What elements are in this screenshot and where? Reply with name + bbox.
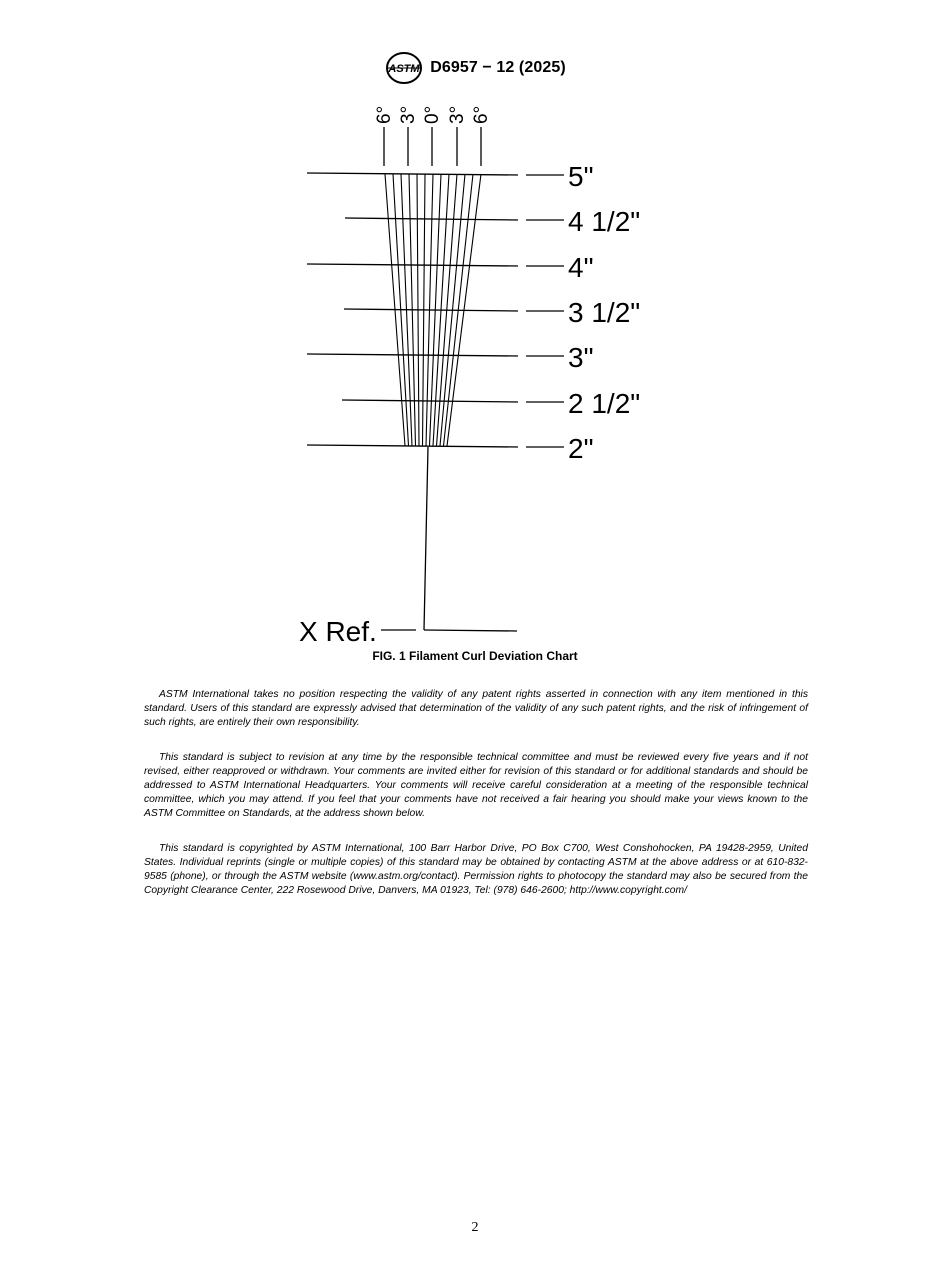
height-label-2-5: 2 1/2" <box>568 388 641 419</box>
grid-line-2-5 <box>342 400 518 402</box>
angle-label-0: 0° <box>422 105 443 124</box>
astm-logo-text: ASTM <box>388 63 420 75</box>
angle-label-6-right: 6° <box>471 105 492 124</box>
standard-designation: D6957 − 12 (2025) <box>430 59 566 76</box>
patent-notice: ASTM International takes no position respecting the validity of any patent rights asserted in connection with any item mentioned in this standard. Users of this standard are expressly advised that determination of the validity of any such patent rights, and the risk of infringement of such rights, are entirely their own responsibility. <box>144 689 808 728</box>
height-label-4-5: 4 1/2" <box>568 206 641 237</box>
height-label-4: 4" <box>568 252 594 283</box>
height-label-3-5: 3 1/2" <box>568 297 641 328</box>
grid-line-5 <box>307 173 518 175</box>
angle-label-3-right: 3° <box>447 105 468 124</box>
grid-line-4 <box>307 264 518 266</box>
grid-line-3 <box>307 354 518 356</box>
standard-notes <box>144 688 808 920</box>
angle-label-3-left: 3° <box>398 105 419 124</box>
copyright-notice: This standard is copyrighted by ASTM International, 100 Barr Harbor Drive, PO Box C700, West Conshohocken, PA 19428-2959, United States. Individual reprints (single or multiple copies) of this standard may be obtained by contacting ASTM at the above address or at 610-832-9585 (phone), or through the ASTM website (www.astm.org/contact). Permission rights to photocopy the standard may also be secured from the Copyright Clearance Center, 222 Rosewood Drive, Danvers, MA 01923, Tel: (978) 646-2600; http://www.copyright.com/ <box>144 843 808 896</box>
revision-notice: This standard is subject to revision at any time by the responsible technical committee and must be reviewed every five years and if not revised, either reapproved or withdrawn. Your comments are invited either for revision of this standard or for additional standards and should be addressed to ASTM International Headquarters. Your comments will receive careful consideration at a meeting of the responsible technical committee, which you may attend. If you feel that your comments have not received a fair hearing you should make your views known to the ASTM Committee on Standards, at the address shown below. <box>144 752 808 819</box>
grid-line-3-5 <box>344 309 518 311</box>
angle-label-6-left: 6° <box>374 105 395 124</box>
figure-caption: FIG. 1 Filament Curl Deviation Chart <box>372 649 578 663</box>
height-label-3: 3" <box>568 342 594 373</box>
reference-stem <box>424 447 428 630</box>
reference-label: X Ref. <box>299 616 377 647</box>
reference-base <box>424 630 517 631</box>
height-label-2: 2" <box>568 433 594 464</box>
height-label-5: 5" <box>568 161 594 192</box>
page-number: 2 <box>471 1220 479 1235</box>
